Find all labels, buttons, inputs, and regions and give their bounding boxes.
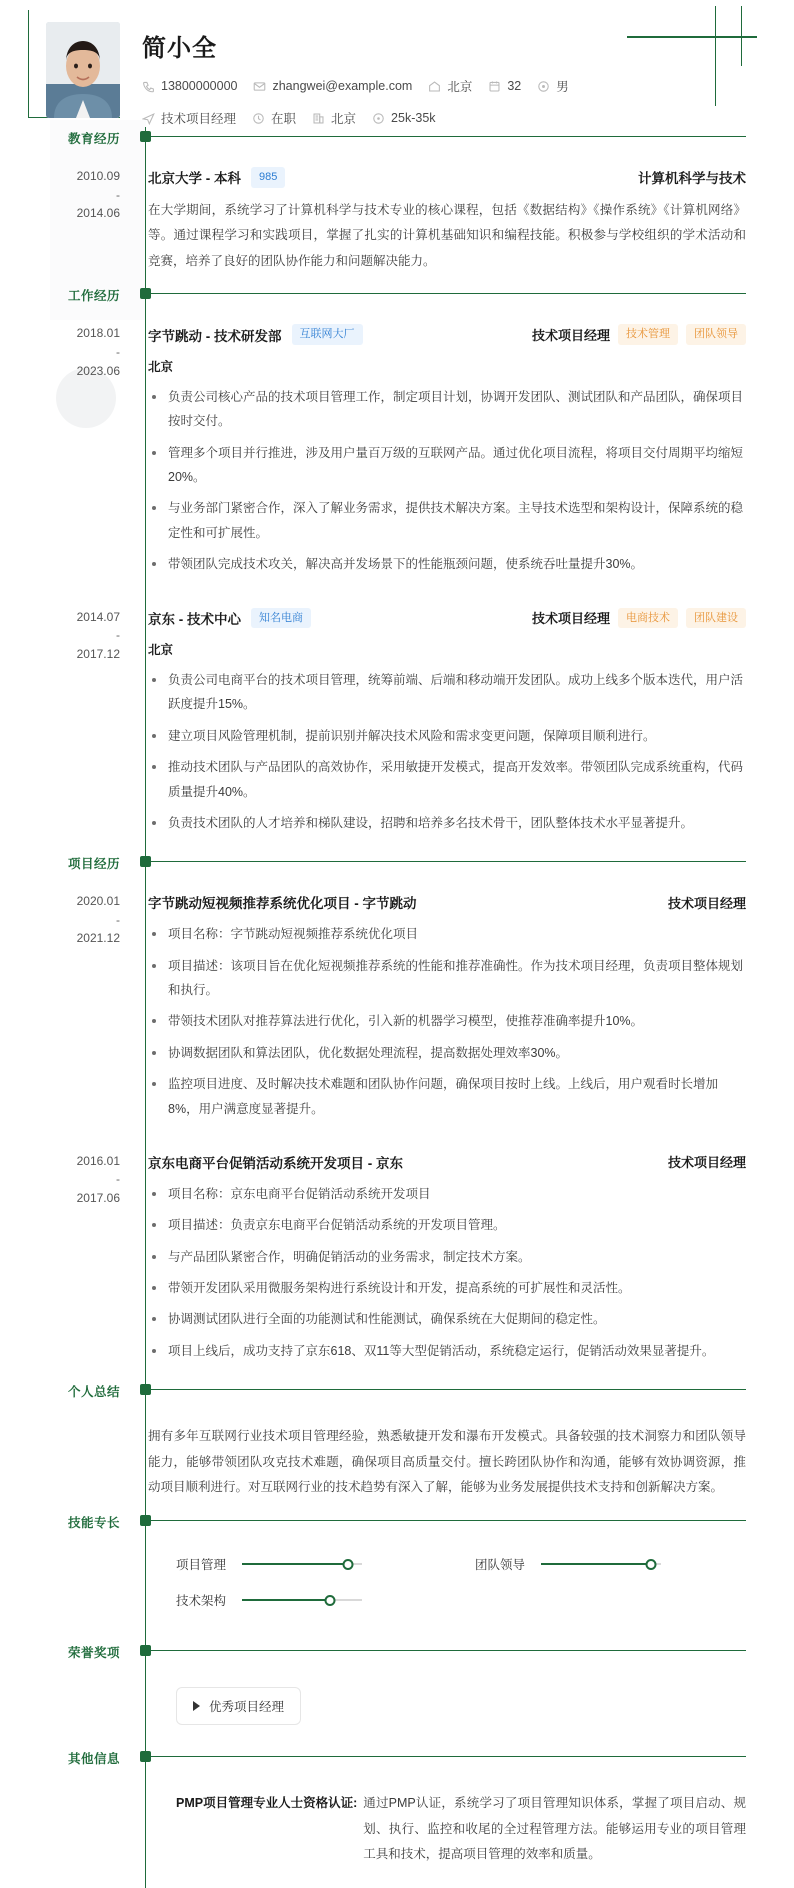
job-tag: 技术管理 xyxy=(618,324,678,345)
timeline-node xyxy=(140,288,151,299)
list-item: 负责技术团队的人才培养和梯队建设，招聘和培养多名技术骨干，团队整体技术水平显著提升。 xyxy=(148,811,746,835)
section-divider xyxy=(148,861,746,862)
meta-phone xyxy=(142,79,237,93)
phone-icon xyxy=(142,80,155,93)
entry-body xyxy=(120,892,746,1128)
entry-body xyxy=(120,167,746,274)
corner-mark-left-vertical xyxy=(28,10,29,118)
slider-knob[interactable] xyxy=(646,1559,657,1570)
skill-item xyxy=(148,1555,447,1573)
job-title: 技术项目经理 xyxy=(531,611,610,627)
resume-header xyxy=(0,0,794,127)
meta-email-text: zhangwei@example.com xyxy=(272,79,413,93)
entry-title-row xyxy=(148,167,746,188)
timeline-node xyxy=(140,1384,151,1395)
school-tag: 985 xyxy=(251,167,285,188)
company-tag: 互联网大厂 xyxy=(292,324,363,345)
entry-title-right xyxy=(668,1152,746,1171)
status-icon xyxy=(252,112,265,125)
date-separator: - xyxy=(116,628,120,643)
skill-item xyxy=(148,1591,447,1609)
meta-location-text: 北京 xyxy=(447,80,473,94)
section-title-work: 工作经历 xyxy=(67,289,120,304)
timeline-node xyxy=(140,856,151,867)
corner-mark-right-horizontal xyxy=(627,36,757,38)
timeline-node xyxy=(140,131,151,142)
list-item: 推动技术团队与产品团队的高效协作，采用敏捷开发模式，提高开发效率。带领团队完成系统重构，代码质量提升40%。 xyxy=(148,755,746,804)
section-divider xyxy=(148,1389,746,1390)
project-entry xyxy=(0,878,794,1138)
education-description: 在大学期间，系统学习了计算机科学与技术专业的核心课程，包括《数据结构》《操作系统》《计算机网络》等。通过课程学习和实践项目，掌握了扎实的计算机基础知识和编程技能。积极参与学校组织的学术活动和竞赛，培养了良好的团队协作能力和问题解决能力。 xyxy=(148,202,746,268)
date-end: 2017.12 xyxy=(76,646,120,661)
summary-text: 拥有多年互联网行业技术项目管理经验，熟悉敏捷开发和瀑布开发模式。具备较强的技术洞察力和团队领导能力，能够带领团队攻克技术难题，确保项目高质量交付。擅长跨团队协作和沟通，能够有效协调资源，推动项目顺利进行。对互联网行业的技术趋势有深入了解，能够为业务发展提供技术支持和创新解决方案。 xyxy=(148,1429,746,1495)
section-skills xyxy=(0,1511,794,1641)
calendar-icon xyxy=(488,80,501,93)
list-item: 项目名称：京东电商平台促销活动系统开发项目 xyxy=(148,1182,746,1206)
slider-knob[interactable] xyxy=(342,1559,353,1570)
meta-gender xyxy=(537,77,569,95)
meta-job-target xyxy=(142,109,236,127)
date-start: 2020.01 xyxy=(76,894,120,909)
date-end: 2021.12 xyxy=(76,931,120,946)
section-divider xyxy=(148,1756,746,1757)
meta-work-city-text: 北京 xyxy=(331,112,357,126)
date-start: 2016.01 xyxy=(76,1153,120,1168)
timeline-node xyxy=(140,1515,151,1526)
list-item: 项目名称：字节跳动短视频推荐系统优化项目 xyxy=(148,922,746,946)
section-title-honors: 荣誉奖项 xyxy=(67,1646,120,1660)
major-name: 计算机科学与技术 xyxy=(638,171,746,187)
entry-title-right xyxy=(532,324,746,345)
skill-label: 项目管理 xyxy=(176,1558,227,1572)
section-work xyxy=(0,284,794,852)
entry-title-row xyxy=(148,1152,746,1172)
entry-title-row xyxy=(148,324,746,345)
education-entry xyxy=(0,153,794,284)
section-divider xyxy=(148,136,746,137)
job-city: 北京 xyxy=(148,643,174,657)
meta-job-target-text: 技术项目经理 xyxy=(161,112,237,126)
section-title-summary: 个人总结 xyxy=(67,1385,120,1400)
section-header-summary xyxy=(0,1380,794,1406)
job-bullet-list xyxy=(148,385,746,577)
section-header-education xyxy=(0,127,794,153)
section-divider xyxy=(148,293,746,294)
work-entry xyxy=(0,310,794,593)
date-start: 2014.07 xyxy=(76,609,120,624)
list-item: 与产品团队紧密合作，明确促销活动的业务需求，制定技术方案。 xyxy=(148,1245,746,1269)
entry-date xyxy=(0,892,120,1128)
list-item: 管理多个项目并行推进，涉及用户量百万级的互联网产品。通过优化项目流程，将项目交付周期平均缩短20%。 xyxy=(148,441,746,490)
section-projects xyxy=(0,852,794,1380)
date-end: 2023.06 xyxy=(76,363,120,378)
meta-status-text: 在职 xyxy=(271,112,297,126)
job-bullet-list xyxy=(148,668,746,835)
timeline-node xyxy=(140,1751,151,1762)
play-triangle-icon xyxy=(193,1701,200,1711)
meta-status xyxy=(252,109,296,127)
entry-title-row xyxy=(148,892,746,912)
honor-chip[interactable] xyxy=(176,1687,301,1725)
meta-phone-text: 13800000000 xyxy=(161,79,238,93)
entry-title-row xyxy=(148,608,746,629)
meta-gender-text: 男 xyxy=(556,80,569,94)
skill-label: 技术架构 xyxy=(176,1594,227,1608)
list-item: 带领开发团队采用微服务架构进行系统设计和开发，提高系统的可扩展性和灵活性。 xyxy=(148,1276,746,1300)
slider-fill xyxy=(541,1563,651,1565)
entry-body xyxy=(120,324,746,583)
certification-text: 通过PMP认证，系统学习了项目管理知识体系，掌握了项目启动、规划、执行、监控和收尾的全过程管理方法。能够运用专业的项目管理工具和技术，提高项目管理的效率和质量。 xyxy=(363,1796,746,1862)
certification-label: PMP项目管理专业人士资格认证: xyxy=(176,1796,358,1810)
date-separator: - xyxy=(116,1172,120,1187)
salary-icon xyxy=(372,112,385,125)
job-title: 技术项目经理 xyxy=(531,328,610,344)
honor-label: 优秀项目经理 xyxy=(209,1700,285,1714)
job-city: 北京 xyxy=(148,359,174,374)
list-item: 项目上线后，成功支持了京东618、双11等大型促销活动，系统稳定运行，促销活动效果显著提升。 xyxy=(148,1339,746,1363)
page-title: 简小全 xyxy=(142,35,217,62)
entry-title-left xyxy=(148,608,311,629)
date-end: 2017.06 xyxy=(76,1191,120,1206)
list-item: 建立项目风险管理机制，提前识别并解决技术风险和需求变更问题，保障项目顺利进行。 xyxy=(148,724,746,748)
other-info-item xyxy=(148,1791,746,1868)
section-title-other-info: 其他信息 xyxy=(67,1752,120,1766)
meta-email xyxy=(253,79,412,93)
entry-body xyxy=(120,608,746,843)
section-header-work xyxy=(0,284,794,310)
corner-mark-right-vertical xyxy=(715,6,716,106)
section-summary xyxy=(0,1380,794,1511)
home-icon xyxy=(428,80,441,93)
section-header-other-info xyxy=(0,1747,794,1773)
entry-title-right xyxy=(638,167,746,187)
entry-title-left xyxy=(148,167,285,188)
gender-icon xyxy=(537,80,550,93)
date-separator: - xyxy=(116,344,120,359)
skills-list xyxy=(0,1537,794,1641)
list-item: 负责公司核心产品的技术项目管理工作，制定项目计划，协调开发团队、测试团队和产品团队，确保项目按时交付。 xyxy=(148,385,746,434)
entry-title-left xyxy=(148,892,417,912)
project-bullet-list xyxy=(148,922,746,1121)
timeline-node xyxy=(140,1645,151,1656)
building-icon xyxy=(312,112,325,125)
project-entry xyxy=(0,1138,794,1380)
work-entry xyxy=(0,594,794,853)
entry-body xyxy=(120,1420,746,1501)
job-tag: 团队领导 xyxy=(686,324,746,345)
slider-fill xyxy=(242,1563,348,1565)
entry-title-right xyxy=(668,893,746,912)
job-tag: 电商技术 xyxy=(618,608,678,629)
entry-date xyxy=(0,608,120,843)
entry-date xyxy=(0,167,120,274)
list-item: 项目描述：该项目旨在优化短视频推荐系统的性能和推荐准确性。作为技术项目经理，负责项目整体规划和执行。 xyxy=(148,954,746,1003)
section-header-honors xyxy=(0,1641,794,1667)
entry-date xyxy=(0,1152,120,1370)
entry-body xyxy=(120,1152,746,1370)
entry-title-left xyxy=(148,324,363,345)
meta-location xyxy=(428,77,472,95)
date-start: 2010.09 xyxy=(76,169,120,183)
project-bullet-list xyxy=(148,1182,746,1363)
mail-icon xyxy=(253,80,266,93)
section-divider xyxy=(148,1520,746,1521)
section-header-skills xyxy=(0,1511,794,1537)
honors-list xyxy=(0,1667,794,1747)
contact-meta-row-2 xyxy=(142,109,585,127)
skill-slider[interactable] xyxy=(242,1593,362,1607)
slider-fill xyxy=(242,1599,330,1601)
section-honors xyxy=(0,1641,794,1747)
list-item: 负责公司电商平台的技术项目管理，统筹前端、后端和移动端开发团队。成功上线多个版本迭代，用户活跃度提升15%。 xyxy=(148,668,746,717)
contact-meta-row-1 xyxy=(142,77,585,95)
project-role: 技术项目经理 xyxy=(667,895,746,911)
date-end: 2014.06 xyxy=(76,206,120,221)
project-role: 技术项目经理 xyxy=(667,1155,746,1171)
section-divider xyxy=(148,1650,746,1651)
list-item: 协调数据团队和算法团队，优化数据处理流程，提高数据处理效率30%。 xyxy=(148,1041,746,1065)
list-item: 带领团队完成技术攻关，解决高并发场景下的性能瓶颈问题，使系统吞吐量提升30%。 xyxy=(148,552,746,576)
date-start: 2018.01 xyxy=(76,326,120,341)
skill-slider[interactable] xyxy=(541,1557,661,1571)
meta-work-city xyxy=(312,109,356,127)
skill-label: 团队领导 xyxy=(475,1558,526,1572)
list-item: 项目描述：负责京东电商平台促销活动系统的开发项目管理。 xyxy=(148,1213,746,1237)
meta-age xyxy=(488,79,521,93)
summary-entry xyxy=(0,1406,794,1511)
meta-salary xyxy=(372,111,435,125)
list-item: 带领技术团队对推荐算法进行优化，引入新的机器学习模型，使推荐准确率提升10%。 xyxy=(148,1009,746,1033)
avatar xyxy=(46,22,120,118)
section-header-projects xyxy=(0,852,794,878)
list-item: 协调测试团队进行全面的功能测试和性能测试，确保系统在大促期间的稳定性。 xyxy=(148,1307,746,1331)
section-title-skills: 技能专长 xyxy=(67,1516,120,1530)
meta-salary-text: 25k-35k xyxy=(391,111,436,125)
entry-title-right xyxy=(532,608,746,629)
section-title-projects: 项目经历 xyxy=(67,857,120,872)
slider-knob[interactable] xyxy=(324,1595,335,1606)
date-separator: - xyxy=(116,912,120,927)
meta-age-text: 32 xyxy=(507,79,522,93)
project-name: 京东电商平台促销活动系统开发项目 - 京东 xyxy=(148,1155,403,1171)
list-item: 监控项目进度、及时解决技术难题和团队协作问题，确保项目按时上线。上线后，用户观看时长增加8%，用户满意度显著提升。 xyxy=(148,1072,746,1121)
entry-date-spacer xyxy=(0,1420,120,1501)
company-name: 京东 - 技术中心 xyxy=(148,611,241,627)
project-name: 字节跳动短视频推荐系统优化项目 - 字节跳动 xyxy=(148,896,417,912)
section-other-info xyxy=(0,1747,794,1888)
company-name: 字节跳动 - 技术研发部 xyxy=(148,328,282,344)
list-item: 与业务部门紧密合作，深入了解业务需求，提供技术解决方案。主导技术选型和架构设计，保障系统的稳定性和可扩展性。 xyxy=(148,496,746,545)
school-name: 北京大学 - 本科 xyxy=(148,171,241,187)
section-education xyxy=(0,127,794,284)
other-info-list xyxy=(0,1773,794,1888)
company-tag: 知名电商 xyxy=(251,608,311,629)
section-title-education: 教育经历 xyxy=(67,132,120,146)
date-separator: - xyxy=(116,187,120,202)
entry-date xyxy=(0,324,120,583)
skill-slider[interactable] xyxy=(242,1557,362,1571)
skill-item xyxy=(447,1555,746,1573)
job-tag: 团队建设 xyxy=(686,608,746,629)
entry-title-left xyxy=(148,1152,403,1172)
